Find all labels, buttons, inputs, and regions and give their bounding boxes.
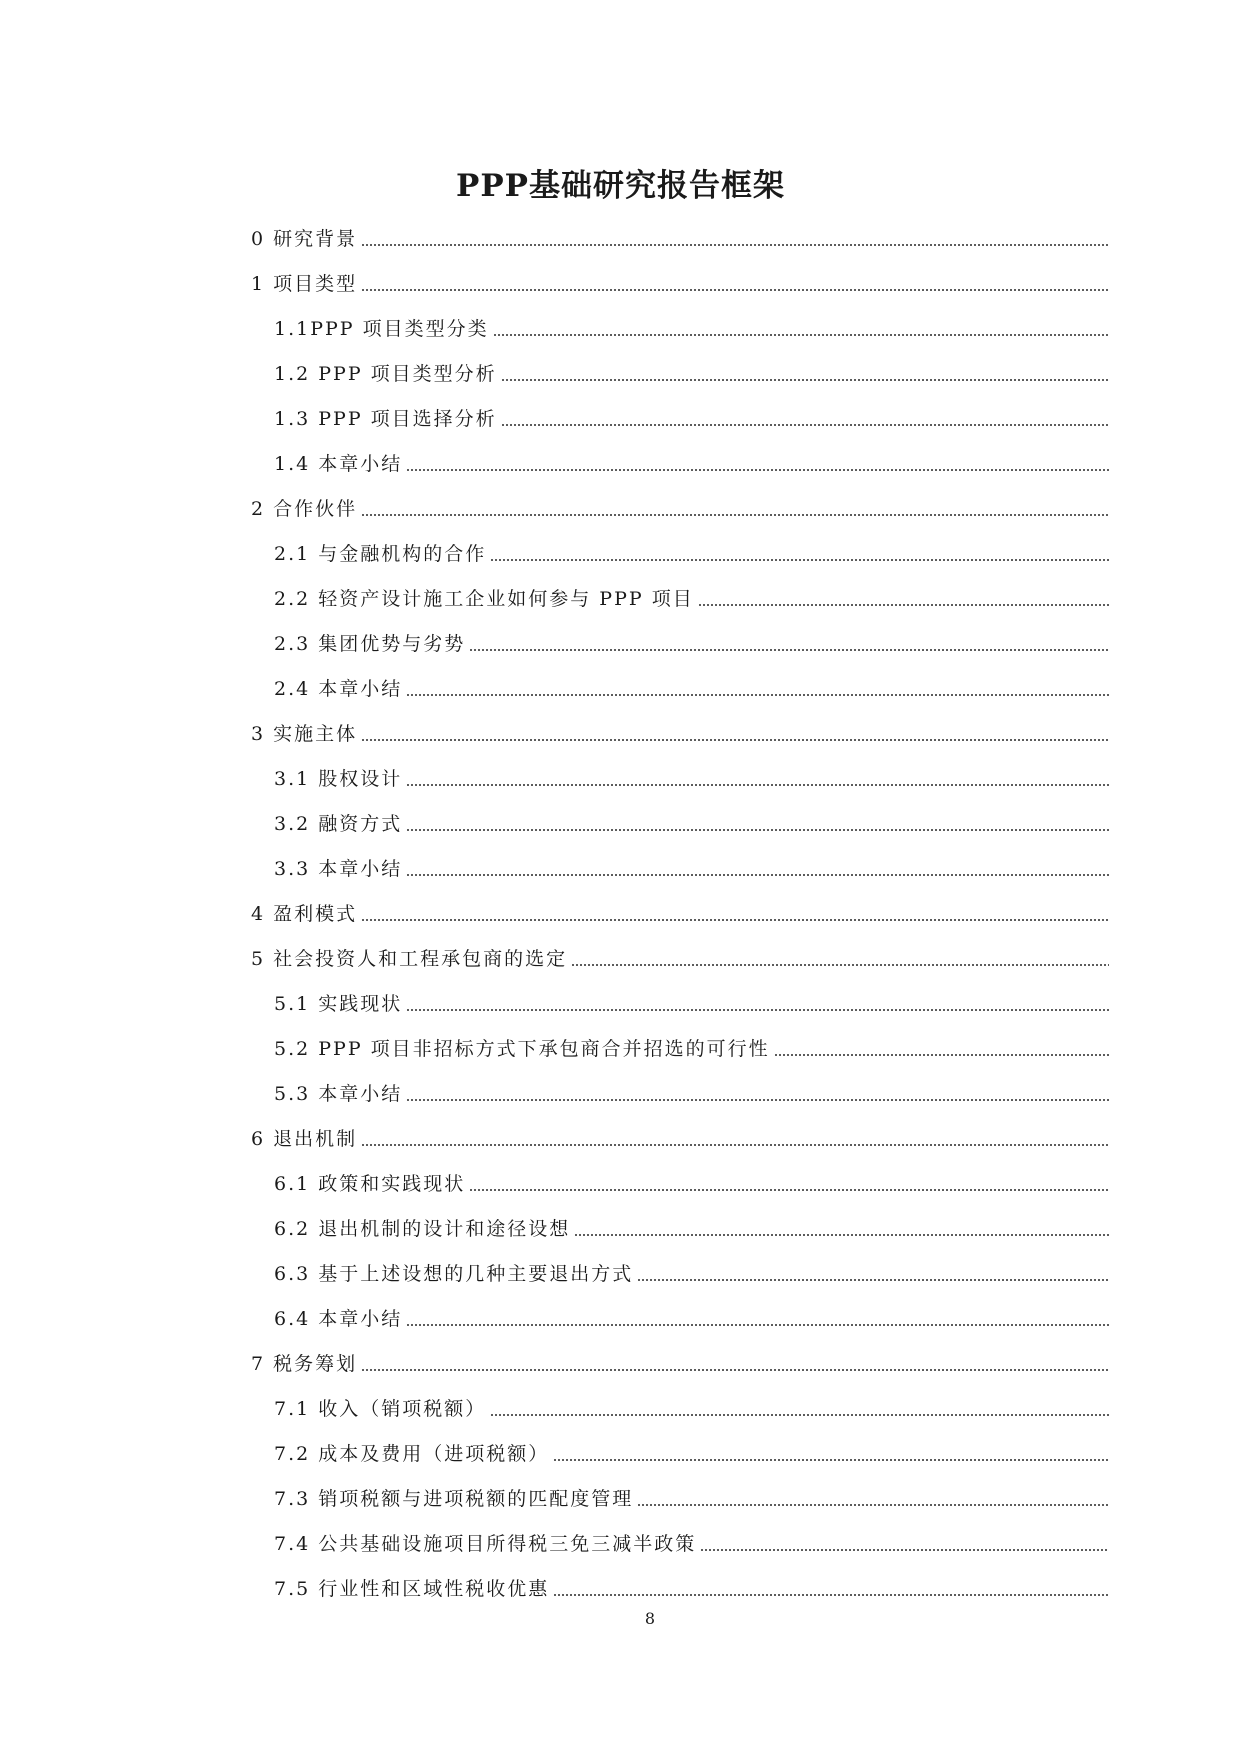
toc-entry-text: 7.1 收入（销项税额） <box>274 1398 487 1420</box>
toc-dot-leader <box>571 964 1109 966</box>
toc-entry-text: 1.2 PPP 项目类型分析 <box>274 363 497 385</box>
toc-entry <box>251 1115 1109 1160</box>
toc-entry-text: 3.3 本章小结 <box>274 858 403 880</box>
toc-dot-leader <box>406 784 1109 786</box>
table-of-contents <box>251 215 1109 1610</box>
toc-dot-leader <box>553 1459 1109 1461</box>
toc-entry-text: 6.3 基于上述设想的几种主要退出方式 <box>274 1263 634 1285</box>
toc-entry-text: 1.4 本章小结 <box>274 453 403 475</box>
toc-entry <box>251 620 1109 665</box>
toc-entry <box>251 440 1109 485</box>
toc-entry <box>251 1205 1109 1250</box>
toc-entry <box>251 350 1109 395</box>
toc-entry <box>251 215 1109 260</box>
toc-entry-text: 5.1 实践现状 <box>274 993 403 1015</box>
toc-entry <box>251 980 1109 1025</box>
toc-entry-text: 0 研究背景 <box>251 228 358 250</box>
toc-entry-text: 7.2 成本及费用（进项税额） <box>274 1443 550 1465</box>
toc-entry-text: 1.1PPP 项目类型分类 <box>274 318 489 340</box>
toc-dot-leader <box>574 1234 1109 1236</box>
toc-dot-leader <box>469 1189 1109 1191</box>
toc-entry-text: 5.2 PPP 项目非招标方式下承包商合并招选的可行性 <box>274 1038 770 1060</box>
toc-dot-leader <box>361 919 1109 921</box>
toc-entry-text: 7.4 公共基础设施项目所得税三免三减半政策 <box>274 1533 697 1555</box>
toc-dot-leader <box>406 469 1109 471</box>
toc-dot-leader <box>406 829 1109 831</box>
toc-entry-text: 5 社会投资人和工程承包商的选定 <box>251 948 568 970</box>
toc-entry-text: 1 项目类型 <box>251 273 358 295</box>
toc-entry-text: 7.5 行业性和区域性税收优惠 <box>274 1578 550 1600</box>
toc-dot-leader <box>406 1099 1109 1101</box>
toc-dot-leader <box>637 1279 1109 1281</box>
toc-entry-text: 4 盈利模式 <box>251 903 358 925</box>
toc-entry-text: 2 合作伙伴 <box>251 498 358 520</box>
toc-entry-text: 3.1 股权设计 <box>274 768 403 790</box>
toc-dot-leader <box>361 1144 1109 1146</box>
toc-entry <box>251 665 1109 710</box>
toc-entry <box>251 1565 1109 1610</box>
toc-dot-leader <box>361 514 1109 516</box>
toc-entry <box>251 1295 1109 1340</box>
toc-entry-text: 7.3 销项税额与进项税额的匹配度管理 <box>274 1488 634 1510</box>
toc-entry <box>251 1250 1109 1295</box>
toc-entry <box>251 260 1109 305</box>
toc-entry <box>251 1475 1109 1520</box>
toc-dot-leader <box>637 1504 1109 1506</box>
toc-dot-leader <box>406 874 1109 876</box>
toc-entry-text: 5.3 本章小结 <box>274 1083 403 1105</box>
toc-entry <box>251 1070 1109 1115</box>
toc-dot-leader <box>406 694 1109 696</box>
toc-entry <box>251 800 1109 845</box>
toc-dot-leader <box>490 559 1109 561</box>
toc-entry-text: 6.1 政策和实践现状 <box>274 1173 466 1195</box>
toc-entry <box>251 1160 1109 1205</box>
toc-entry-text: 6.4 本章小结 <box>274 1308 403 1330</box>
toc-entry-text: 3 实施主体 <box>251 723 358 745</box>
toc-entry <box>251 530 1109 575</box>
toc-dot-leader <box>469 649 1109 651</box>
toc-entry <box>251 935 1109 980</box>
toc-entry <box>251 755 1109 800</box>
toc-dot-leader <box>501 379 1109 381</box>
toc-entry-text: 1.3 PPP 项目选择分析 <box>274 408 497 430</box>
toc-entry <box>251 1025 1109 1070</box>
toc-entry <box>251 1385 1109 1430</box>
toc-dot-leader <box>501 424 1109 426</box>
toc-dot-leader <box>553 1594 1109 1596</box>
toc-entry <box>251 575 1109 620</box>
toc-entry <box>251 890 1109 935</box>
toc-dot-leader <box>361 739 1109 741</box>
toc-dot-leader <box>700 1549 1109 1551</box>
toc-entry <box>251 305 1109 350</box>
toc-entry-text: 2.3 集团优势与劣势 <box>274 633 466 655</box>
toc-entry-text: 7 税务筹划 <box>251 1353 358 1375</box>
toc-entry <box>251 845 1109 890</box>
toc-entry-text: 2.2 轻资产设计施工企业如何参与 PPP 项目 <box>274 588 694 610</box>
toc-dot-leader <box>698 604 1109 606</box>
toc-entry-text: 3.2 融资方式 <box>274 813 403 835</box>
toc-dot-leader <box>361 289 1109 291</box>
toc-entry-text: 2.4 本章小结 <box>274 678 403 700</box>
toc-dot-leader <box>406 1009 1109 1011</box>
toc-entry <box>251 1340 1109 1385</box>
toc-entry <box>251 485 1109 530</box>
toc-dot-leader <box>490 1414 1109 1416</box>
toc-entry <box>251 395 1109 440</box>
toc-entry <box>251 1520 1109 1565</box>
toc-dot-leader <box>361 244 1109 246</box>
toc-dot-leader <box>493 334 1109 336</box>
toc-entry-text: 6.2 退出机制的设计和途径设想 <box>274 1218 571 1240</box>
page-number: 8 <box>644 1609 656 1628</box>
toc-dot-leader <box>406 1324 1109 1326</box>
toc-entry <box>251 710 1109 755</box>
toc-dot-leader <box>361 1369 1109 1371</box>
document-title: PPP基础研究报告框架 <box>456 168 785 204</box>
toc-entry-text: 2.1 与金融机构的合作 <box>274 543 487 565</box>
toc-entry-text: 6 退出机制 <box>251 1128 358 1150</box>
toc-dot-leader <box>774 1054 1109 1056</box>
toc-entry <box>251 1430 1109 1475</box>
